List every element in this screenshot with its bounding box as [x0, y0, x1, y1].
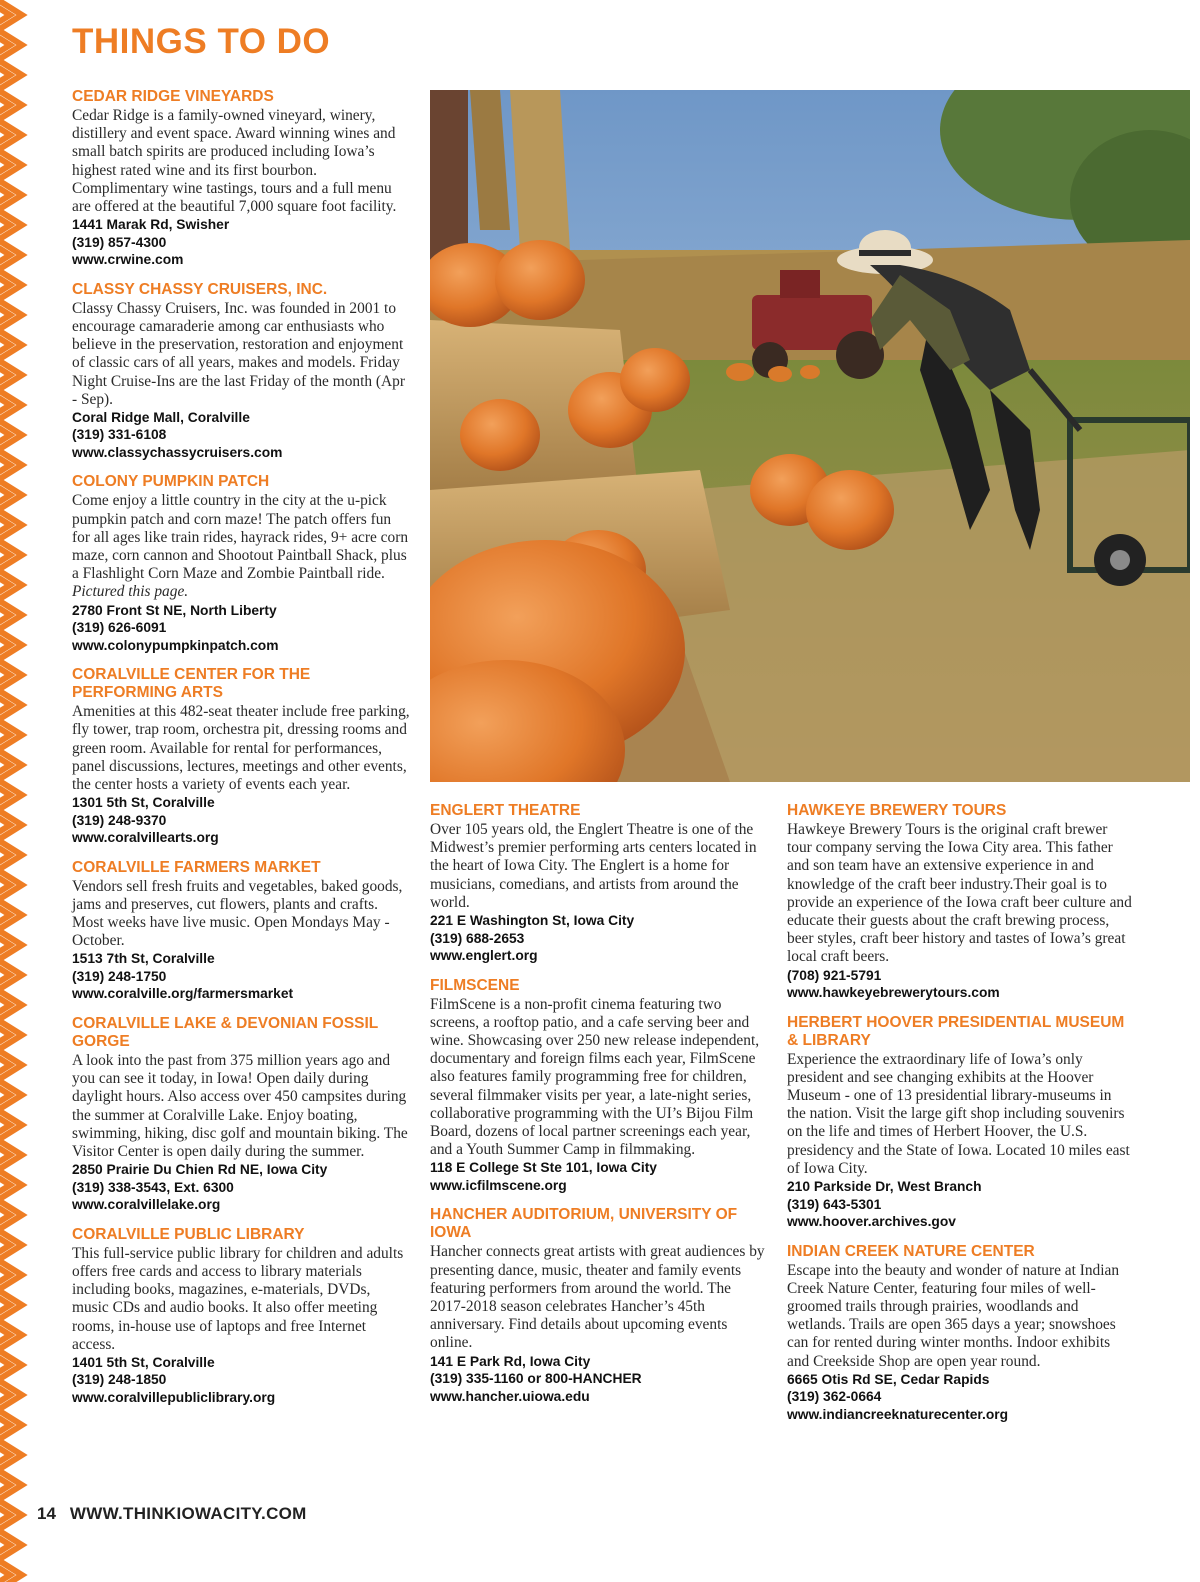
- listing-coralville-public-library: [72, 1226, 410, 1407]
- listing-title: HERBERT HOOVER PRESIDENTIAL MUSEUM & LIBRARY: [787, 1013, 1125, 1049]
- listing-title: CORALVILLE LAKE & DEVONIAN FOSSIL GORGE: [72, 1014, 378, 1050]
- listing-description: Amenities at this 482-seat theater include free parking, fly tower, trap room, orchestra pit, dressing rooms and green room. Available for rental for performances, panel discussions, lectures, meetings and other events, the center hosts a variety of events each year.: [72, 703, 410, 793]
- listing-phone: (319) 643-5301: [787, 1196, 882, 1212]
- listing-coralville-farmers-market: [72, 859, 410, 1003]
- listing-phone: (319) 335-1160 or 800-HANCHER: [430, 1371, 642, 1387]
- listing-website[interactable]: www.hancher.uiowa.edu: [430, 1388, 590, 1404]
- listings-column-left: [72, 88, 410, 1418]
- listing-address: 118 E College St Ste 101, Iowa City: [430, 1160, 657, 1176]
- listing-description: Cedar Ridge is a family-owned vineyard, winery, distillery and event space. Award winning wines and small batch spirits are produced including Iowa’s highest rated wine and its first bourbon. Complimentary wine tastings, tours and a full menu are offered at the beautiful 7,000 square foot facility.: [72, 107, 397, 216]
- page-title: THINGS TO DO: [72, 22, 331, 61]
- listing-title: CORALVILLE FARMERS MARKET: [72, 858, 321, 876]
- listing-phone: (319) 626-6091: [72, 620, 167, 636]
- listing-title: CEDAR RIDGE VINEYARDS: [72, 88, 274, 105]
- listing-photo-note: Pictured this page.: [72, 583, 189, 601]
- listing-website[interactable]: www.coralvillepubliclibrary.org: [72, 1389, 276, 1405]
- listing-cedar-ridge-vineyards: [72, 88, 410, 269]
- listing-englert-theatre: [430, 802, 770, 965]
- listing-description: [72, 492, 410, 601]
- chevron-border-decoration: [0, 0, 32, 1582]
- listing-address: 141 E Park Rd, Iowa City: [430, 1353, 591, 1369]
- listing-classy-chassy-cruisers: [72, 281, 410, 462]
- listing-phone: (708) 921-5791: [787, 967, 882, 983]
- listing-phone: (319) 338-3543, Ext. 6300: [72, 1179, 234, 1195]
- listing-website[interactable]: www.coralvillelake.org: [72, 1197, 221, 1213]
- listing-description: Hancher connects great artists with great audiences by presenting dance, music, theater and family events featuring performers from around the world. The 2017-2018 season celebrates Hancher’s 45th anniversary. Find details about upcoming events online.: [430, 1243, 765, 1352]
- listing-title: HANCHER AUDITORIUM, UNIVERSITY OF IOWA: [430, 1206, 738, 1242]
- listing-coralville-lake: [72, 1015, 410, 1214]
- listing-coralville-performing-arts: [72, 666, 410, 847]
- listing-description: Vendors sell fresh fruits and vegetables, baked goods, jams and preserves, cut flowers, plants and crafts. Most weeks have live music. Open Mondays May - October.: [72, 877, 403, 950]
- listing-phone: (319) 248-9370: [72, 812, 167, 828]
- listing-website[interactable]: www.icfilmscene.org: [430, 1177, 567, 1193]
- footer-website-link[interactable]: WWW.THINKIOWACITY.COM: [69, 1504, 307, 1523]
- page-number: 14: [37, 1504, 56, 1523]
- listings-column-right: [787, 802, 1132, 1435]
- listing-address: 1441 Marak Rd, Swisher: [72, 217, 230, 233]
- listing-description: Escape into the beauty and wonder of nature at Indian Creek Nature Center, featuring four miles of well-groomed trails through prairies, woodlands and wetlands. Trails are open 365 days a year; snowshoes can for rented during winter months. Indoor exhibits and Creekside Shop are open year round.: [787, 1261, 1120, 1370]
- listing-description: This full-service public library for children and adults offers free cards and access to library materials including books, magazines, e-materials, DVDs, music CDs and audio books. It also offer meeting rooms, in-house use of laptops and free Internet access.: [72, 1244, 404, 1353]
- listing-website[interactable]: www.indiancreeknaturecenter.org: [787, 1406, 1009, 1422]
- listing-herbert-hoover-museum: [787, 1014, 1132, 1231]
- listing-description: Hawkeye Brewery Tours is the original craft brewer tour company serving the Iowa City area. This father and son team have an extensive experience in and knowledge of the craft beer industry.Their goal is to provide an experience of the Iowa craft beer culture and educate their guests about the craft brewing process, beer styles, craft beer history and tastes of Iowa’s great local craft beers.: [787, 821, 1132, 966]
- listing-website[interactable]: www.colonypumpkinpatch.com: [72, 637, 279, 653]
- listing-website[interactable]: www.englert.org: [430, 948, 538, 964]
- listing-title: FILMSCENE: [430, 976, 520, 994]
- listing-phone: (319) 857-4300: [72, 234, 167, 250]
- listing-phone: (319) 688-2653: [430, 930, 525, 946]
- pumpkin-patch-photo: [430, 90, 1190, 782]
- listing-hawkeye-brewery-tours: [787, 802, 1132, 1002]
- listings-column-middle: [430, 802, 770, 1417]
- listing-website[interactable]: www.classychassycruisers.com: [72, 444, 283, 460]
- listing-website[interactable]: www.hawkeyebrewerytours.com: [787, 985, 1000, 1001]
- listing-website[interactable]: www.hoover.archives.gov: [787, 1214, 956, 1230]
- listing-address: 2850 Prairie Du Chien Rd NE, Iowa City: [72, 1162, 328, 1178]
- listing-indian-creek-nature-center: [787, 1243, 1132, 1424]
- listing-address: 221 E Washington St, Iowa City: [430, 913, 635, 929]
- listing-phone: (319) 331-6108: [72, 427, 167, 443]
- listing-description: Experience the extraordinary life of Iowa’s only president and see changing exhibits at the Hoover Museum - one of 13 presidential library-museums in the nation. Visit the large gift shop including souvenirs on the life and times of Herbert Hoover, the U.S. presidency and the State of Iowa. Located 10 miles east of Iowa City.: [787, 1050, 1130, 1177]
- listing-website[interactable]: www.crwine.com: [72, 252, 184, 268]
- listing-title: ENGLERT THEATRE: [430, 802, 581, 819]
- listing-title: CLASSY CHASSY CRUISERS, INC.: [72, 280, 328, 298]
- listing-title: CORALVILLE CENTER FOR THE PERFORMING ARTS: [72, 666, 311, 702]
- listing-description: A look into the past from 375 million years ago and you can see it today, in Iowa! Open daily during daylight hours. Also access over 450 campsites during the summer at Coralville Lake. Enjoy boating, swimming, hiking, disc golf and mountain biking. The Visitor Center is open daily during the summer.: [72, 1051, 408, 1160]
- listing-address: 1513 7th St, Coralville: [72, 951, 215, 967]
- listing-description: FilmScene is a non-profit cinema featuring two screens, a rooftop patio, and a cafe serving beer and wine. Showcasing over 250 new release independent, documentary and foreign films each year, FilmScene also features family programming free for children, several filmmaker visits per year, a late-night series, collaborative programming with the UI’s Bijou Film Board, dozens of local partner screenings each year, and a Youth Summer Camp in filmmaking.: [430, 995, 760, 1159]
- listing-title: CORALVILLE PUBLIC LIBRARY: [72, 1225, 305, 1243]
- listing-address: 1401 5th St, Coralville: [72, 1354, 215, 1370]
- listing-phone: (319) 248-1750: [72, 968, 167, 984]
- listing-hancher-auditorium: [430, 1206, 770, 1405]
- listing-filmscene: [430, 977, 770, 1195]
- listing-address: Coral Ridge Mall, Coralville: [72, 409, 250, 425]
- listing-website[interactable]: www.coralville.org/farmersmarket: [72, 986, 294, 1002]
- listing-title: COLONY PUMPKIN PATCH: [72, 473, 270, 491]
- listing-description: Classy Chassy Cruisers, Inc. was founded in 2001 to encourage camaraderie among car enthusiasts who believe in the preservation, restoration and enjoyment of classic cars of all years, makes and models. Friday Night Cruise-Ins are the last Friday of the month (Apr - Sep).: [72, 299, 405, 408]
- listing-address: 2780 Front St NE, North Liberty: [72, 602, 277, 618]
- listing-address: 6665 Otis Rd SE, Cedar Rapids: [787, 1371, 990, 1387]
- listing-title: INDIAN CREEK NATURE CENTER: [787, 1242, 1035, 1260]
- page-footer: [37, 1504, 307, 1524]
- listing-colony-pumpkin-patch: [72, 473, 410, 654]
- listing-address: 210 Parkside Dr, West Branch: [787, 1179, 982, 1195]
- listing-phone: (319) 248-1850: [72, 1372, 167, 1388]
- listing-description-text: Come enjoy a little country in the city at the u-pick pumpkin patch and corn maze! The patch offers fun for all ages like train rides, hayrack rides, 9+ acre corn maze, corn cannon and Shootout Paintball Shack, plus a Flashlight Corn Maze and Zombie Paintball ride.: [72, 492, 409, 583]
- listing-description: Over 105 years old, the Englert Theatre is one of the Midwest’s premier performing arts centers located in the heart of Iowa City. The Englert is a home for musicians, comedians, and artists from around the world.: [430, 821, 757, 911]
- listing-address: 1301 5th St, Coralville: [72, 795, 215, 811]
- listing-title: HAWKEYE BREWERY TOURS: [787, 802, 1007, 819]
- listing-website[interactable]: www.coralvillearts.org: [72, 830, 219, 846]
- listing-phone: (319) 362-0664: [787, 1389, 882, 1405]
